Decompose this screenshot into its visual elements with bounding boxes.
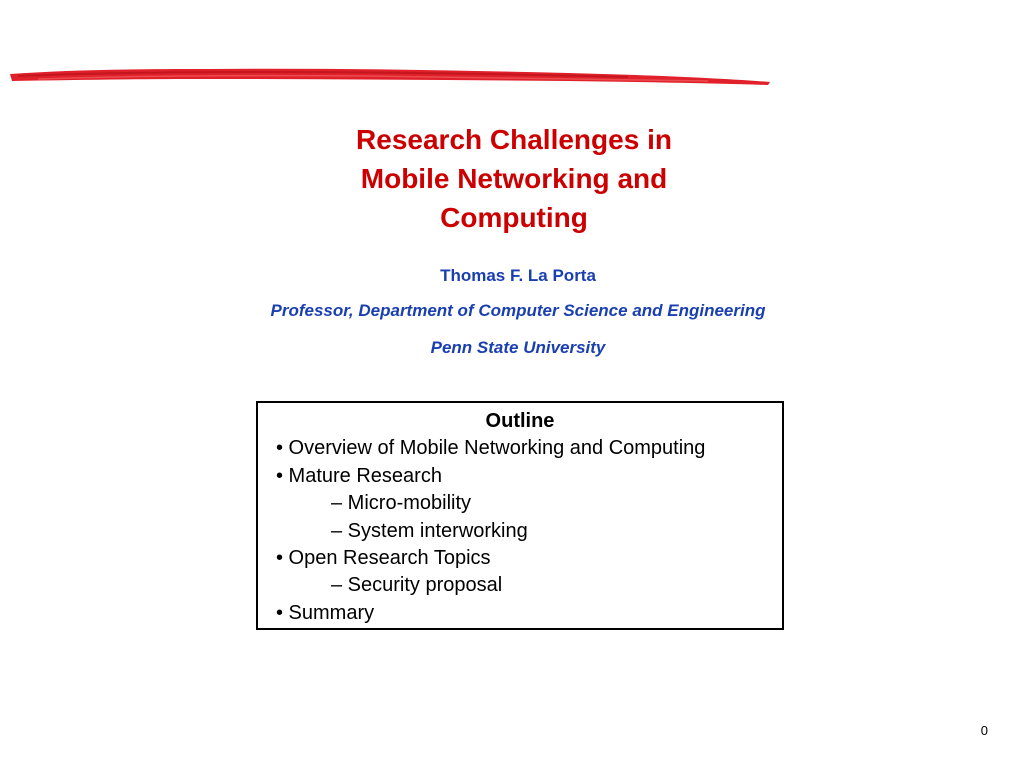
outline-subitem: – Security proposal [331,574,503,597]
red-brush-stroke-decoration [8,64,772,88]
title-line-2: Mobile Networking and [360,163,668,194]
outline-item: • Open Research Topics [276,547,491,570]
outline-subitem: – Micro-mobility [331,492,472,515]
title-line-1: Research Challenges in [356,124,672,155]
author-organization: Penn State University [430,338,606,357]
outline-list [258,435,782,627]
outline-item: • Mature Research [276,464,442,487]
author-role: Professor, Department of Computer Science and Engineering [270,301,766,320]
outline-subitem: – System interworking [331,519,528,542]
author-name: Thomas F. La Porta [440,266,596,285]
slide-title [0,120,1024,237]
title-line-3: Computing [440,202,588,233]
outline-item: • Overview of Mobile Networking and Computing [276,437,706,460]
outline-box [256,401,784,630]
outline-heading: Outline [485,410,555,432]
page-number: 0 [980,723,988,738]
outline-item: • Summary [276,601,375,624]
